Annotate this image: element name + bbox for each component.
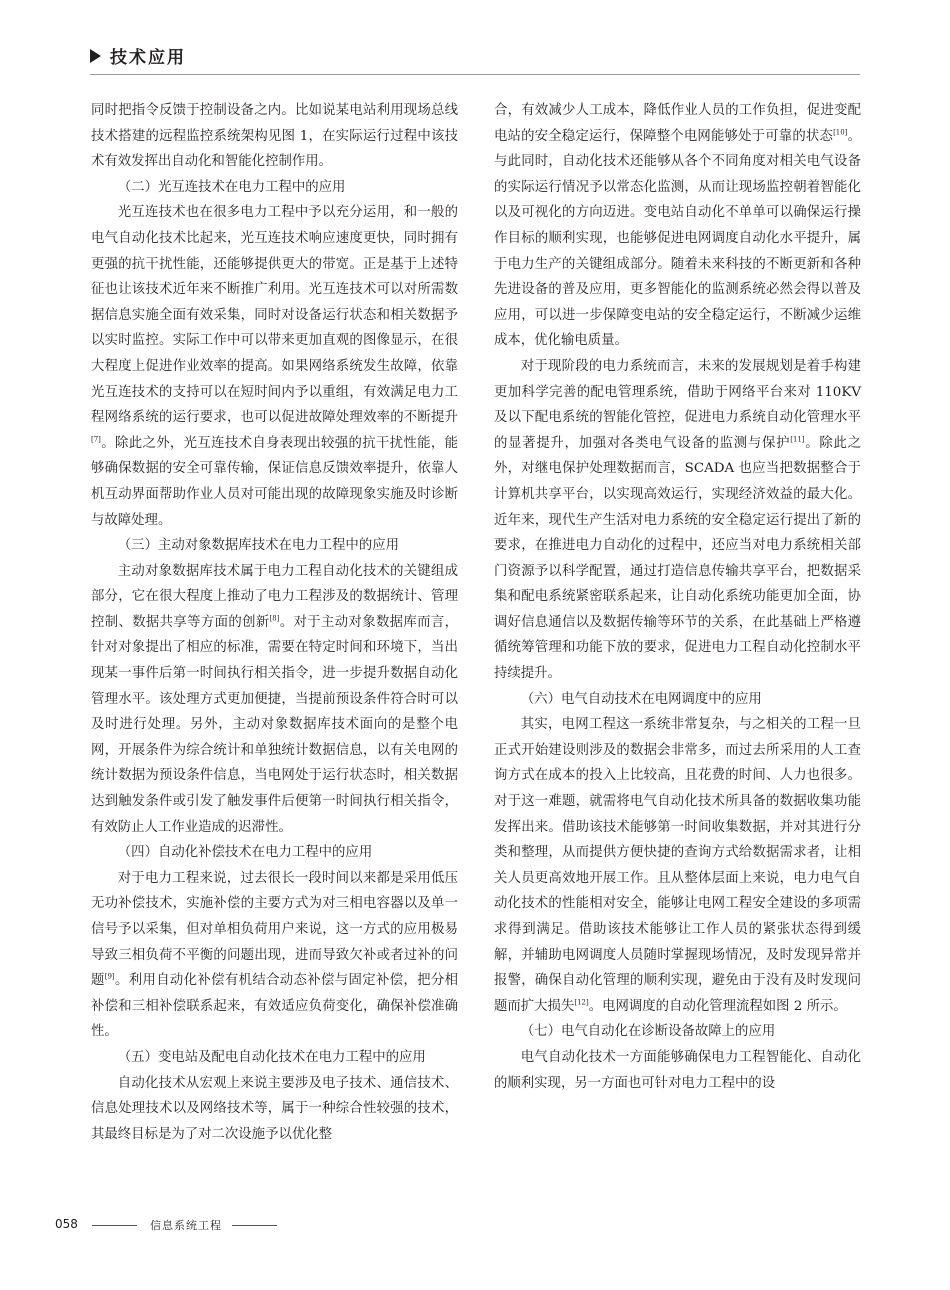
paragraph-automatic-compensation: 对于电力工程来说，过去很长一段时间以来都是采用低压无功补偿技术，实施补偿的主要方式为对三相电容器以及单一信号予以采集，但对单相负荷用户来说，这一方式的应用极易导致三相负荷不平衡的问题出现，进而导致欠补或者过补的问题[9]。利用自动化补偿有机结合动态补偿与固定补偿，把分相补偿和三相补偿联系起来，有效适应负荷变化，确保补偿准确性。 <box>91 870 458 1040</box>
page-header <box>90 40 860 75</box>
heading-substation-automation: （五）变电站及配电自动化技术在电力工程中的应用 <box>117 1049 426 1065</box>
page-footer <box>0 1215 950 1235</box>
paragraph-substation-automation-continued: 合，有效减少人工成本，降低作业人员的工作负担，促进变配电站的安全稳定运行，保障整个电网能够处于可靠的状态[10]。与此同时，自动化技术还能够从各个不同角度对相关电气设备的实际运行情况予以常态化监测，从而让现场监控朝着智能化以及可视化的方向迈进。变电站自动化不单单可以确保运行操作目标的顺利实现，也能够促进电网调度自动化水平提升，属于电力生产的关键组成部分。随着未来科技的不断更新和各种先进设备的普及应用，更多智能化的监测系统必然会得以普及应用，可以进一步保障变电站的安全稳定运行，不断减少运维成本，优化输电质量。 <box>494 103 861 349</box>
citation-7: [7] <box>91 435 101 444</box>
heading-grid-dispatch: （六）电气自动技术在电网调度中的应用 <box>520 691 762 707</box>
citation-11: [11] <box>790 435 805 444</box>
citation-9: [9] <box>104 972 115 981</box>
citation-12: [12] <box>574 998 589 1007</box>
page-number: 058 <box>55 1217 78 1231</box>
paragraph-distribution-management: 对于现阶段的电力系统而言，未来的发展规划是着手构建更加科学完善的配电管理系统，借助于网络平台来对 110KV 及以下配电系统的智能化管控，促进电力系统自动化管理水平的显著提升，加强对各类电气设备的监测与保护[11]。除此之外，对继电保护处理数据而言，SCADA 也应当把数据整合于计算机共享平台，以实现高效运行，实现经济效益的最大化。近年来，现代生产生活对电力系统的安全稳定运行提出了新的要求，在推进电力自动化的过程中，还应当对电力系统相关部门资源予以科学配置，通过打造信息传输共享平台，把数据采集和配电系统紧密联系起来，让自动化系统功能更加全面，协调好信息通信以及数据传输等环节的关系，在此基础上严格遵循统筹管理和功能下放的要求，促进电力工程自动化控制水平持续提升。 <box>494 358 862 682</box>
paragraph-intro: 同时把指令反馈于控制设备之内。比如说某电站利用现场总线技术搭建的远程监控系统架构见图 1，在实际运行过程中该技术有效发挥出自动化和智能化控制作用。 <box>91 103 458 170</box>
heading-automatic-compensation: （四）自动化补偿技术在电力工程中的应用 <box>117 845 373 861</box>
paragraph-fault-diagnosis: 电气自动化技术一方面能够确保电力工程智能化、自动化的顺利实现，另一方面也可针对电力工程中的设 <box>494 1049 861 1091</box>
section-marker-triangle-icon <box>90 49 101 63</box>
heading-fault-diagnosis: （七）电气自动化在诊断设备故障上的应用 <box>520 1024 776 1040</box>
footer-rule-right <box>232 1225 277 1226</box>
paragraph-substation-automation: 自动化技术从宏观上来说主要涉及电子技术、通信技术、信息处理技术以及网络技术等，属于一种综合性较强的技术，其最终目标是为了对二次设施予以优化整 <box>91 1075 458 1142</box>
heading-active-object-database: （三）主动对象数据库技术在电力工程中的应用 <box>117 538 399 554</box>
heading-optical-interconnect: （二）光互连技术在电力工程中的应用 <box>117 179 346 195</box>
citation-10: [10] <box>833 128 848 137</box>
section-title: 技术应用 <box>110 48 186 68</box>
citation-8: [8] <box>269 614 280 623</box>
left-column <box>91 98 458 1147</box>
paragraph-active-object-database: 主动对象数据库技术属于电力工程自动化技术的关键组成部分，它在很大程度上推动了电力工程涉及的数据统计、管理控制、数据共享等方面的创新[8]。对于主动对象数据库而言，针对对象提出了相应的标准，需要在特定时间和环境下，当出现某一事件后第一时间执行相关指令，进一步提升数据自动化管理水平。该处理方式更加便捷，当提前预设条件符合时可以及时进行处理。另外，主动对象数据库技术面向的是整个电网，开展条件为综合统计和单独统计数据信息，以有关电网的统计数据为预设条件信息，当电网处于运行状态时，相关数据达到触发条件或引发了触发事件后便第一时间执行相关指令，有效防止人工作业造成的迟滞性。 <box>91 563 459 835</box>
paragraph-grid-dispatch: 其实，电网工程这一系统非常复杂，与之相关的工程一旦正式开始建设则涉及的数据会非常多，而过去所采用的人工查询方式在成本的投入上比较高，且花费的时间、人力也很多。对于这一难题，就需将电气自动化技术所具备的数据收集功能发挥出来。借助该技术能够第一时间收集数据，并对其进行分类和整理，从而提供方便快捷的查询方式给数据需求者，让相关人员更高效地开展工作。且从整体层面上来说，电力电气自动化技术的性能相对安全，能够让电网工程安全建设的多项需求得到满足。借助该技术能够让工作人员的紧张状态得到缓解，并辅助电网调度人员随时掌握现场情况，及时发现异常并报警，确保自动化管理的顺利实现，避免由于没有及时发现问题而扩大损失[12]。电网调度的自动化管理流程如图 2 所示。 <box>494 717 861 1014</box>
footer-rule-left <box>92 1225 137 1226</box>
journal-name: 信息系统工程 <box>150 1219 222 1232</box>
paragraph-optical-interconnect: 光互连技术也在很多电力工程中予以充分运用，和一般的电气自动化技术比起来，光互连技术响应速度更快，同时拥有更强的抗干扰性能，还能够提供更大的带宽。正是基于上述特征也让该技术近年来不断推广利用。光互连技术可以对所需数据信息实施全面有效采集，同时对设备运行状态和相关数据予以实时监控。实际工作中可以带来更加直观的图像显示，在很大程度上促进作业效率的提高。如果网络系统发生故障，依靠光互连技术的支持可以在短时间内予以重组，有效满足电力工程网络系统的运行要求，也可以促进故障处理效率的不断提升[7]。除此之外，光互连技术自身表现出较强的抗干扰性能，能够确保数据的安全可靠传输，保证信息反馈效率提升，依靠人机互动界面帮助作业人员对可能出现的故障现象实施及时诊断与故障处理。 <box>91 205 458 528</box>
right-column <box>494 98 861 1096</box>
